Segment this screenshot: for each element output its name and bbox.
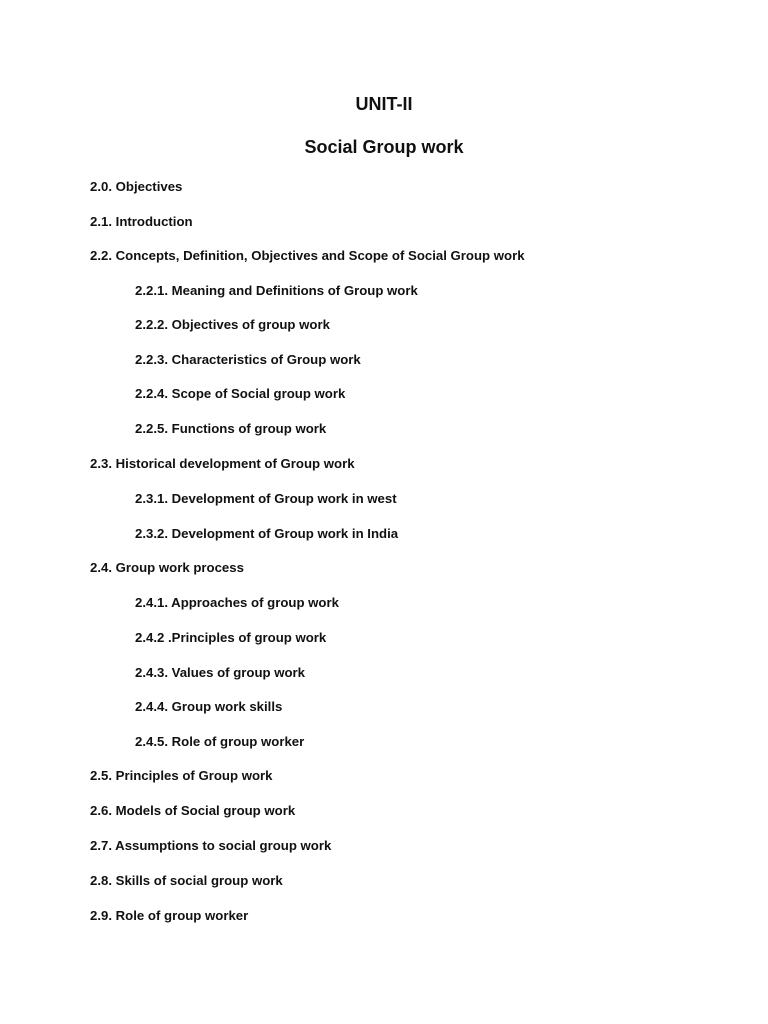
toc-item: 2.8. Skills of social group work	[90, 873, 283, 888]
toc-subitem: 2.4.4. Group work skills	[135, 699, 283, 714]
toc-item: 2.6. Models of Social group work	[90, 803, 296, 818]
toc-item: 2.7. Assumptions to social group work	[90, 838, 332, 853]
toc-item: 2.5. Principles of Group work	[90, 768, 273, 783]
toc-subitem: 2.2.3. Characteristics of Group work	[135, 352, 361, 367]
toc-subitem: 2.2.2. Objectives of group work	[135, 317, 330, 332]
toc-item: 2.0. Objectives	[90, 179, 183, 194]
toc-subitem: 2.3.2. Development of Group work in India	[135, 526, 399, 541]
toc-item: 2.3. Historical development of Group work	[90, 456, 355, 471]
unit-heading: UNIT-II	[355, 94, 413, 114]
toc-item: 2.2. Concepts, Definition, Objectives and Scope of Social Group work	[90, 248, 525, 263]
toc-item: 2.1. Introduction	[90, 214, 193, 229]
toc-subitem: 2.4.1. Approaches of group work	[135, 595, 339, 610]
page-title: Social Group work	[304, 137, 464, 157]
toc-item: 2.4. Group work process	[90, 560, 244, 575]
toc-subitem: 2.2.1. Meaning and Definitions of Group work	[135, 283, 418, 298]
toc-subitem: 2.2.4. Scope of Social group work	[135, 386, 346, 401]
toc-subitem: 2.3.1. Development of Group work in west	[135, 491, 397, 506]
toc-subitem: 2.4.5. Role of group worker	[135, 734, 305, 749]
toc-item: 2.9. Role of group worker	[90, 908, 249, 923]
toc-subitem: 2.2.5. Functions of group work	[135, 421, 327, 436]
toc-subitem: 2.4.3. Values of group work	[135, 665, 306, 680]
toc-subitem: 2.4.2 .Principles of group work	[135, 630, 327, 645]
